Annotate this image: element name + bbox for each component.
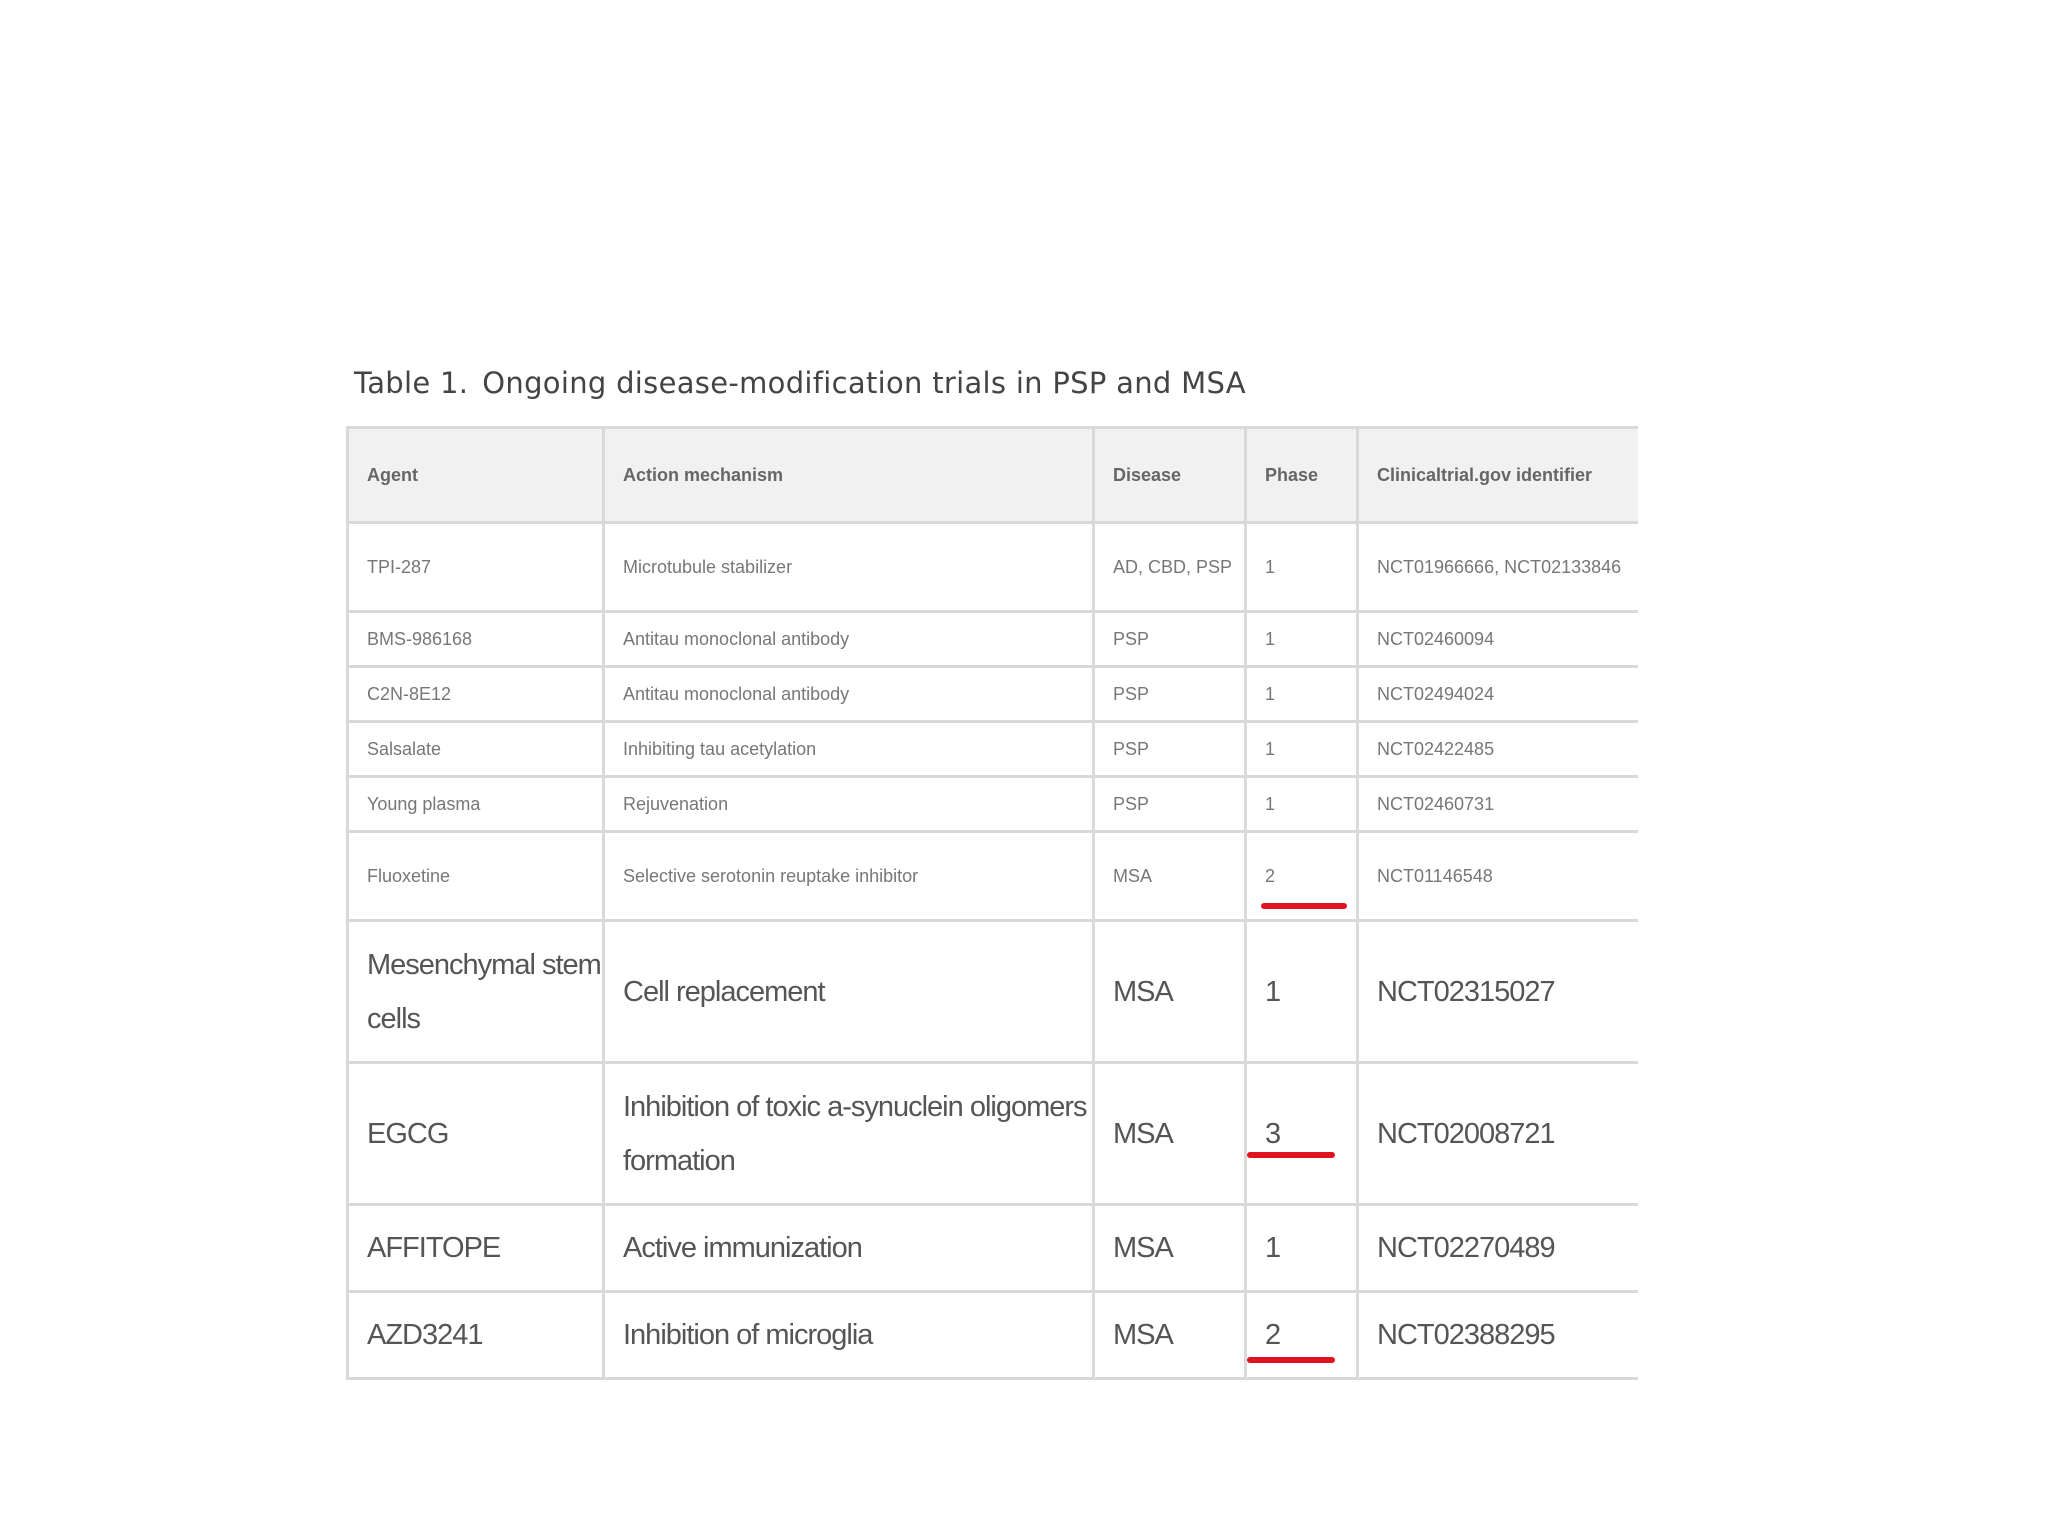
agent-cell: AZD3241 (348, 1292, 604, 1379)
disease-cell: AD, CBD, PSP (1094, 523, 1246, 612)
phase-cell (1246, 1063, 1358, 1205)
header-disease: Disease (1094, 428, 1246, 523)
agent-cell: C2N-8E12 (348, 667, 604, 722)
agent-cell: Young plasma (348, 777, 604, 832)
phase-cell (1246, 832, 1358, 921)
table-row (348, 921, 1638, 1063)
phase-cell: 1 (1246, 921, 1358, 1063)
mechanism-cell: Inhibition of toxic a-synuclein oligomers formation (604, 1063, 1094, 1205)
agent-cell: Salsalate (348, 722, 604, 777)
table-row (348, 832, 1638, 921)
header-phase: Phase (1246, 428, 1358, 523)
header-action-mechanism: Action mechanism (604, 428, 1094, 523)
mechanism-cell: Selective serotonin reuptake inhibitor (604, 832, 1094, 921)
identifier-cell: NCT02460094 (1358, 612, 1638, 667)
mechanism-cell: Active immunization (604, 1205, 1094, 1292)
table-title: Ongoing disease-modification trials in PSP and MSA (482, 366, 1246, 400)
phase-cell: 1 (1246, 722, 1358, 777)
red-underline-mark (1247, 1152, 1335, 1158)
table-row (348, 612, 1638, 667)
agent-cell: TPI-287 (348, 523, 604, 612)
phase-cell: 1 (1246, 777, 1358, 832)
red-underline-mark (1261, 903, 1347, 909)
trials-table (346, 426, 1638, 1380)
table-row (348, 523, 1638, 612)
phase-value: 2 (1265, 1319, 1281, 1351)
disease-cell: MSA (1094, 921, 1246, 1063)
table-number: Table 1. (354, 366, 469, 400)
mechanism-cell: Antitau monoclonal antibody (604, 667, 1094, 722)
identifier-cell: NCT02422485 (1358, 722, 1638, 777)
identifier-cell: NCT01146548 (1358, 832, 1638, 921)
disease-cell: MSA (1094, 832, 1246, 921)
disease-cell: MSA (1094, 1063, 1246, 1205)
table-row (348, 1205, 1638, 1292)
table-row (348, 1292, 1638, 1379)
table-row (348, 777, 1638, 832)
disease-cell: MSA (1094, 1292, 1246, 1379)
table-row (348, 1063, 1638, 1205)
identifier-cell: NCT02270489 (1358, 1205, 1638, 1292)
phase-value: 3 (1265, 1117, 1281, 1150)
table-header-row (348, 428, 1638, 523)
table-caption (354, 366, 1246, 400)
phase-cell (1246, 1292, 1358, 1379)
mechanism-cell: Microtubule stabilizer (604, 523, 1094, 612)
red-underline-mark (1247, 1357, 1335, 1363)
header-agent: Agent (348, 428, 604, 523)
phase-cell: 1 (1246, 612, 1358, 667)
mechanism-cell: Inhibition of microglia (604, 1292, 1094, 1379)
phase-value: 2 (1265, 866, 1276, 886)
identifier-cell: NCT02494024 (1358, 667, 1638, 722)
disease-cell: PSP (1094, 612, 1246, 667)
table-row (348, 667, 1638, 722)
agent-cell: Mesenchymal stem cells (348, 921, 604, 1063)
disease-cell: PSP (1094, 722, 1246, 777)
disease-cell: PSP (1094, 777, 1246, 832)
disease-cell: MSA (1094, 1205, 1246, 1292)
identifier-cell: NCT01966666, NCT02133846 (1358, 523, 1638, 612)
mechanism-cell: Rejuvenation (604, 777, 1094, 832)
phase-cell: 1 (1246, 523, 1358, 612)
identifier-cell: NCT02008721 (1358, 1063, 1638, 1205)
agent-cell: BMS-986168 (348, 612, 604, 667)
identifier-cell: NCT02460731 (1358, 777, 1638, 832)
phase-cell: 1 (1246, 1205, 1358, 1292)
agent-cell: Fluoxetine (348, 832, 604, 921)
agent-cell: EGCG (348, 1063, 604, 1205)
identifier-cell: NCT02388295 (1358, 1292, 1638, 1379)
mechanism-cell: Antitau monoclonal antibody (604, 612, 1094, 667)
mechanism-cell: Inhibiting tau acetylation (604, 722, 1094, 777)
disease-cell: PSP (1094, 667, 1246, 722)
identifier-cell: NCT02315027 (1358, 921, 1638, 1063)
mechanism-cell: Cell replacement (604, 921, 1094, 1063)
table-row (348, 722, 1638, 777)
header-identifier: Clinicaltrial.gov identifier (1358, 428, 1638, 523)
agent-cell: AFFITOPE (348, 1205, 604, 1292)
phase-cell: 1 (1246, 667, 1358, 722)
